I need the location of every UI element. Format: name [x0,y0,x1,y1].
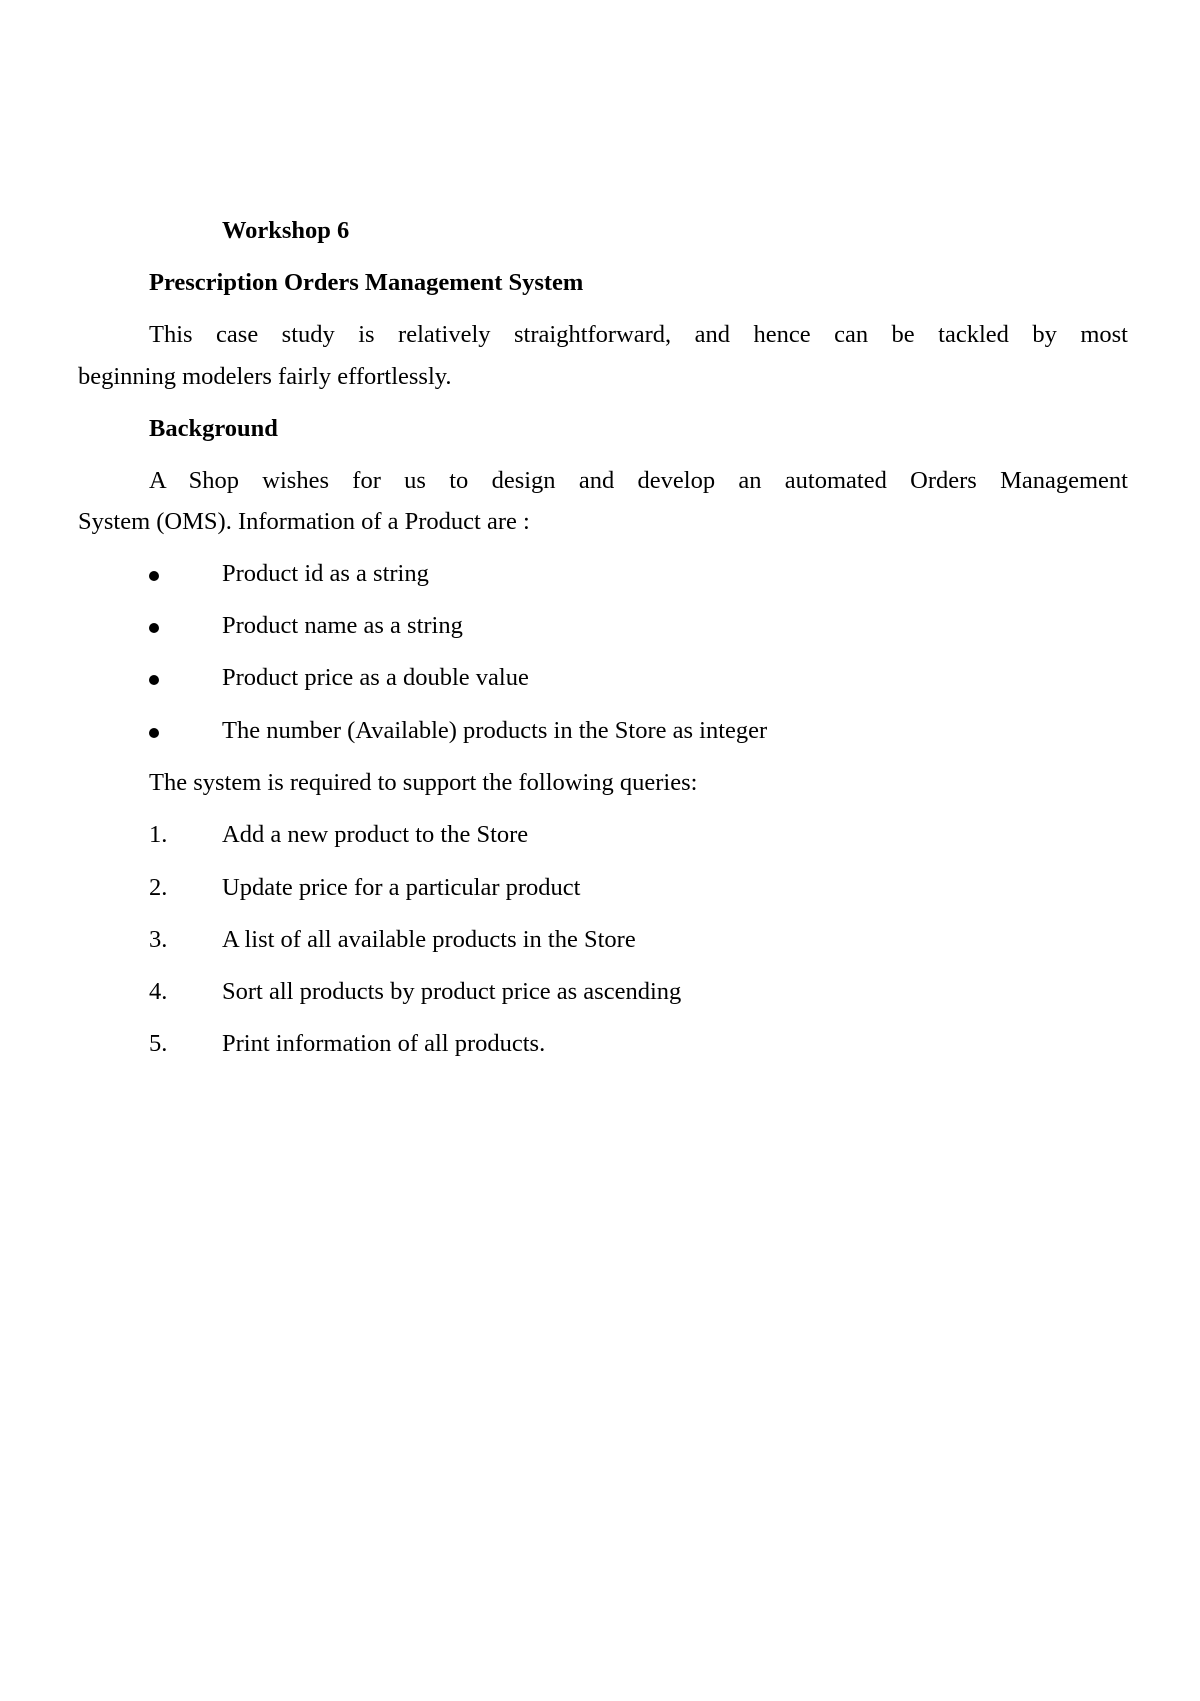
list-item: Print information of all products. [222,1030,546,1057]
bullet-icon [149,623,159,633]
background-heading: Background [149,415,278,442]
list-item-number: 5. [149,1030,168,1057]
background-line-1: A Shop wishes for us to design and develop an automated Orders Management [149,467,1128,494]
list-item: Update price for a particular product [222,874,581,901]
bullet-icon [149,571,159,581]
intro-line-1: This case study is relatively straightforward, and hence can be tackled by most [149,321,1128,348]
list-item: Add a new product to the Store [222,821,529,848]
bullet-icon [149,675,159,685]
list-item-number: 3. [149,926,168,953]
bullet-icon [149,728,159,738]
background-line-2: System (OMS). Information of a Product are : [78,508,530,535]
list-item: Product id as a string [222,560,429,587]
list-item: Sort all products by product price as ascending [222,978,682,1005]
list-item-number: 1. [149,821,168,848]
list-item: A list of all available products in the Store [222,926,636,953]
list-item: The number (Available) products in the Store as integer [222,717,768,744]
intro-line-2: beginning modelers fairly effortlessly. [78,363,452,390]
document-subtitle: Prescription Orders Management System [149,269,584,296]
list-item: Product name as a string [222,612,463,639]
queries-intro: The system is required to support the following queries: [149,769,698,796]
document-title: Workshop 6 [222,217,350,244]
list-item: Product price as a double value [222,664,529,691]
list-item-number: 4. [149,978,168,1005]
list-item-number: 2. [149,874,168,901]
